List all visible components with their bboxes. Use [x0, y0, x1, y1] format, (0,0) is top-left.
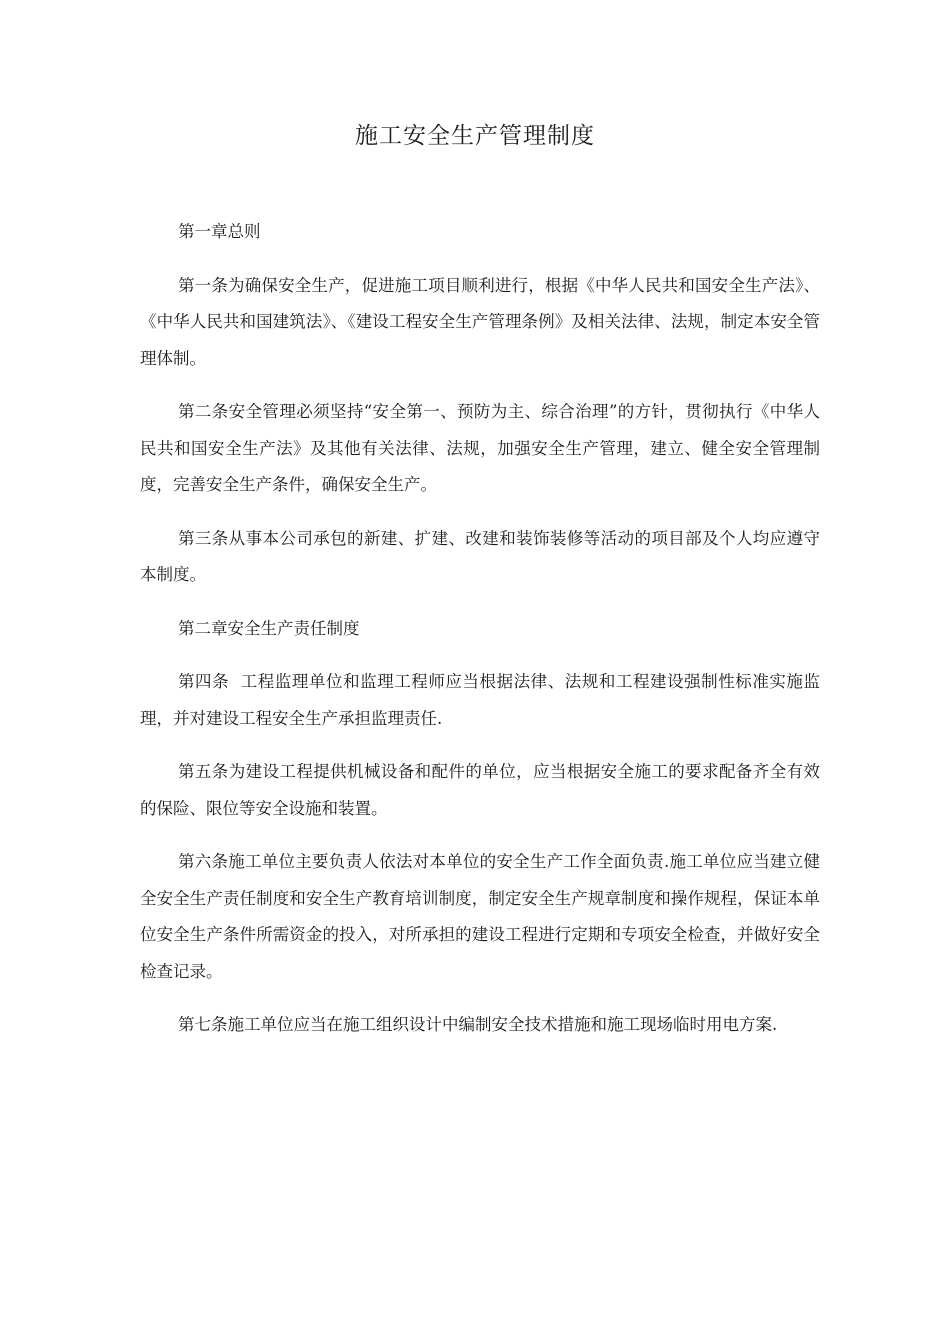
article-5: 第五条为建设工程提供机械设备和配件的单位，应当根据安全施工的要求配备齐全有效的保险、限位等安全设施和装置。	[140, 762, 820, 818]
article-7: 第七条施工单位应当在施工组织设计中编制安全技术措施和施工现场临时用电方案.	[178, 1015, 778, 1034]
article-4: 第四条 工程监理单位和监理工程师应当根据法律、法规和工程建设强制性标准实施监理，并对建设工程安全生产承担监理责任.	[140, 672, 820, 728]
article-1: 第一条为确保安全生产，促进施工项目顺利进行，根据《中华人民共和国安全生产法》、《中华人民共和国建筑法》、《建设工程安全生产管理条例》及相关法律、法规，制定本安全管理体制。	[140, 275, 820, 368]
document-body	[140, 214, 820, 1061]
article-2: 第二条安全管理必须坚持“安全第一、预防为主、综合治理”的方针，贯彻执行《中华人民共和国安全生产法》及其他有关法律、法规，加强安全生产管理，建立、健全安全管理制度，完善安全生产条件，确保安全生产。	[140, 402, 820, 494]
article-3: 第三条从事本公司承包的新建、扩建、改建和装饰装修等活动的项目部及个人均应遵守本制度。	[140, 528, 820, 584]
article-6: 第六条施工单位主要负责人依法对本单位的安全生产工作全面负责.施工单位应当建立健全安全生产责任制度和安全生产教育培训制度，制定安全生产规章制度和操作规程，保证本单位安全生产条件所需资金的投入，对所承担的建设工程进行定期和专项安全检查，并做好安全检查记录。	[140, 852, 820, 981]
chapter-heading-2: 第二章安全生产责任制度	[178, 618, 360, 638]
document-title: 施工安全生产管理制度	[355, 123, 595, 149]
chapter-heading-1: 第一章总则	[178, 222, 261, 241]
